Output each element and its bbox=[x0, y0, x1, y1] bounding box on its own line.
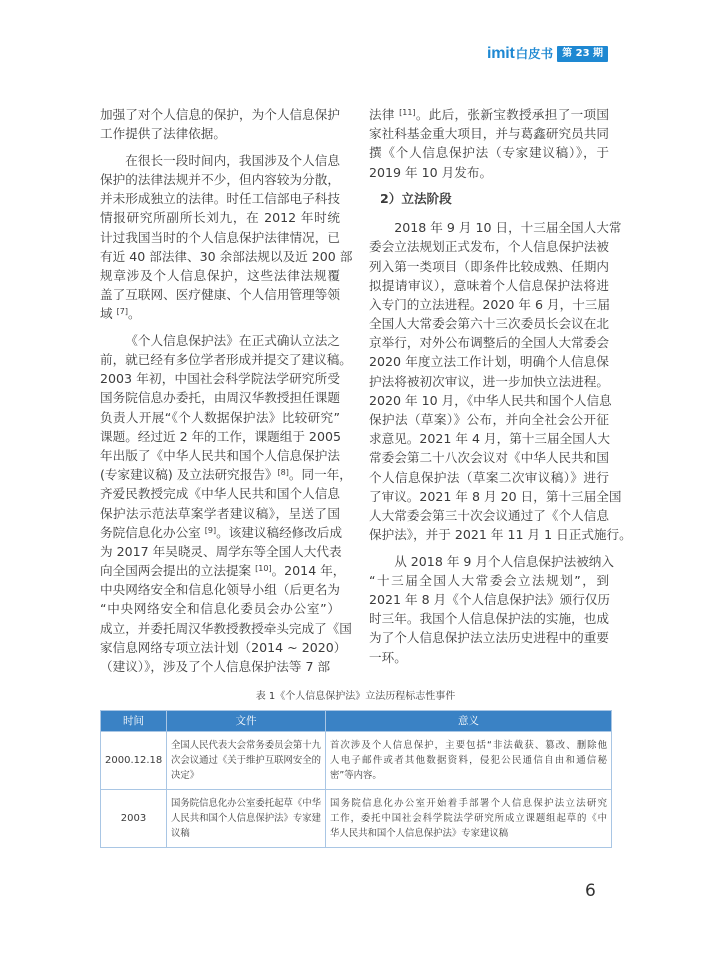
issue-badge: 第 23 期 bbox=[557, 46, 608, 62]
text-line: 负责人开展“《个人数据保护法》比较研究” bbox=[100, 409, 340, 425]
cell-significance bbox=[326, 732, 612, 790]
text-line: 2019 年 10 月发布。 bbox=[369, 164, 493, 180]
text-line: 保护的法律法规并不少，但内容较为分散， bbox=[100, 171, 340, 187]
text-line: (专家建议稿) 及立法研究报告》[8]。同一年， bbox=[100, 467, 352, 483]
text-line: 务院信息化办公室 [9]。该建议稿经修改后成 bbox=[100, 524, 343, 540]
page-number: 6 bbox=[585, 881, 596, 901]
continued-text bbox=[369, 105, 609, 182]
text-line: 计过我国当时的个人信息保护法律情况，已 bbox=[100, 229, 340, 245]
text-line: 2020 年度立法工作计划，明确个人信息保 bbox=[369, 354, 609, 370]
table-header-row bbox=[101, 711, 612, 732]
paragraph bbox=[100, 151, 353, 324]
text-line: 在很长一段时间内，我国涉及个人信息 bbox=[125, 152, 340, 168]
text-line: 人大常委会第三十次会议通过了《个人信息 bbox=[369, 507, 609, 523]
citation-ref: [8] bbox=[277, 468, 289, 478]
text-line: 家社科基金重大项目，并与葛鑫研究员共同 bbox=[369, 126, 609, 142]
text-line: 密”等内容。 bbox=[330, 770, 382, 781]
text-line: 常委会第二十八次会议对《中华人民共和国 bbox=[369, 450, 609, 466]
text-line: 年出版了《中华人民共和国个人信息保护法 bbox=[100, 447, 340, 463]
text-line: 课题。经过近 2 年的工作，课题组于 2005 bbox=[100, 428, 341, 444]
text-line: 保护法（草案）》公布，并向全社会公开征 bbox=[369, 412, 609, 427]
text-line: 为了个人信息保护法立法历史进程中的重要 bbox=[369, 630, 609, 646]
text-line: 从 2018 年 9 月个人信息保护法被纳入 bbox=[394, 553, 614, 569]
text-line: （建议）》，涉及了个人信息保护法等 7 部 bbox=[100, 659, 331, 675]
text-line: 2020 年 10 月，《中华人民共和国个人信息 bbox=[369, 392, 612, 408]
left-column bbox=[100, 105, 353, 684]
text-line: 为 2017 年吴晓灵、周学东等全国人大代表 bbox=[100, 543, 342, 559]
text-line: 一环。 bbox=[369, 649, 407, 665]
text-line: 法律 [11]。此后，张新宝教授承担了一项国 bbox=[369, 107, 609, 122]
text-line: 家信息网络专项立法计划（2014 ~ 2020） bbox=[100, 639, 347, 655]
text-line: 2003 年初，中国社会科学院法学研究所受 bbox=[100, 371, 340, 387]
text-line: 京举行，对外公布调整后的全国人大常委会 bbox=[369, 335, 609, 351]
text-line: 全国人民代表大会常务委员会第十九 bbox=[171, 740, 322, 751]
cell-time: 2000.12.18 bbox=[101, 732, 167, 790]
text-line: 护法将被初次审议，进一步加快立法进程。 bbox=[369, 373, 609, 389]
citation-ref: [7] bbox=[116, 307, 128, 317]
text-line: 保护法》，并于 2021 年 11 月 1 日正式施行。 bbox=[369, 527, 632, 543]
paragraph bbox=[369, 218, 632, 544]
text-line: 国务院信息化办公室开始着手部署个人信息保护法立法研究 bbox=[330, 798, 607, 809]
text-line: 个人信息保护法（草案二次审议稿）》进行 bbox=[369, 469, 609, 485]
text-line: 保护法示范法草案学者建议稿》，呈送了国 bbox=[100, 505, 340, 521]
text-line: 并未形成独立的法律。时任工信部电子科技 bbox=[100, 191, 340, 207]
text-line: 委会立法规划正式发布，个人信息保护法被 bbox=[369, 239, 609, 255]
header-time: 时间 bbox=[101, 711, 167, 732]
text-line: 域 [7]。 bbox=[100, 306, 141, 322]
section-body bbox=[369, 218, 632, 667]
text-line: 《个人信息保护法》在正式确认立法之 bbox=[125, 332, 340, 348]
text-line: 盖了互联网、医疗健康、个人信用管理等领 bbox=[100, 287, 340, 303]
paragraph bbox=[369, 105, 609, 182]
right-column bbox=[369, 105, 632, 674]
table-row bbox=[101, 790, 612, 848]
text-line: 齐爱民教授完成《中华人民共和国个人信息 bbox=[100, 486, 340, 502]
events-table bbox=[100, 710, 612, 848]
citation-ref: [11] bbox=[399, 108, 416, 117]
text-line: 撰《个人信息保护法（专家建议稿）》，于 bbox=[369, 145, 609, 161]
text-line: 工作，委托中国社会科学院法学研究所成立课题组起草的《中 bbox=[330, 813, 607, 824]
text-line: 入专门的立法进程。2020 年 6 月，十三届 bbox=[369, 296, 610, 312]
text-line: 次会议通过《关于维护互联网安全的 bbox=[171, 755, 322, 766]
text-line: 时三年。我国个人信息保护法的实施，也成 bbox=[369, 611, 609, 627]
text-line: 求意见。2021 年 4 月，第十三届全国人大 bbox=[369, 431, 610, 447]
cell-time: 2003 bbox=[101, 790, 167, 848]
section-heading: 2）立法阶段 bbox=[380, 191, 452, 207]
text-line: 成立，并委托周汉华教授教授牵头完成了《国 bbox=[100, 620, 352, 636]
text-line: 全国人大常委会第六十三次委员长会议在北 bbox=[369, 316, 609, 332]
header-significance: 意义 bbox=[326, 711, 612, 732]
text-line: 加强了对个人信息的保护，为个人信息保护 bbox=[100, 107, 340, 122]
text-line: 了审议。2021 年 8 月 20 日，第十三届全国 bbox=[369, 488, 622, 504]
cell-significance bbox=[326, 790, 612, 848]
brand-name: imit bbox=[487, 45, 515, 62]
paragraph bbox=[369, 552, 614, 667]
text-line: 人民共和国个人信息保护法》专家建 bbox=[171, 813, 322, 824]
text-line: 首次涉及个人信息保护，主要包括“非法截获、篡改、删除他 bbox=[330, 740, 607, 751]
citation-ref: [9] bbox=[204, 525, 217, 535]
text-line: 列入第一类项目（即条件比较成熟、任期内 bbox=[369, 258, 609, 274]
table-body bbox=[101, 732, 612, 848]
paragraph bbox=[100, 105, 340, 143]
text-line: 中央网络安全和信息化领导小组（后更名为 bbox=[100, 582, 340, 598]
text-line: 2021 年 8 月《个人信息保护法》颁行仅历 bbox=[369, 592, 610, 608]
brand-title: 白皮书 bbox=[515, 46, 554, 61]
text-line: “中央网络安全和信息化委员会办公室”） bbox=[100, 601, 340, 617]
brand-logo bbox=[487, 45, 608, 63]
text-line: 拟提请审议），意味着个人信息保护法将进 bbox=[369, 277, 609, 293]
text-line: 规章涉及个人信息保护，这些法律法规覆 bbox=[100, 267, 340, 283]
paragraph bbox=[100, 331, 352, 676]
cell-document bbox=[167, 790, 326, 848]
text-line: 前，就已经有多位学者形成并提交了建议稿。 bbox=[100, 352, 352, 368]
text-line: 向全国两会提出的立法提案 [10]。2014 年， bbox=[100, 563, 346, 579]
text-line: 有近 40 部法律、30 余部法规以及近 200 部 bbox=[100, 248, 353, 264]
cell-document bbox=[167, 732, 326, 790]
text-line: “十三届全国人大常委会立法规划”，到 bbox=[369, 572, 609, 588]
text-line: 国务院信息化办公室委托起草《中华 bbox=[171, 798, 322, 809]
text-line: 2018 年 9 月 10 日，十三届全国人大常 bbox=[394, 220, 622, 236]
text-line: 议稿 bbox=[171, 828, 190, 839]
text-line: 工作提供了法律依据。 bbox=[100, 126, 226, 142]
text-line: 国务院信息办委托，由周汉华教授担任课题 bbox=[100, 390, 340, 406]
text-line: 华人民共和国个人信息保护法》专家建议稿 bbox=[330, 828, 509, 839]
citation-ref: [10] bbox=[255, 564, 272, 574]
table-row bbox=[101, 732, 612, 790]
text-line: 人电子邮件或者其他数据资料，侵犯公民通信自由和通信秘 bbox=[330, 755, 607, 766]
header-document: 文件 bbox=[167, 711, 326, 732]
text-line: 决定》 bbox=[171, 770, 200, 781]
table-caption: 表 1《个人信息保护法》立法历程标志性事件 bbox=[255, 691, 456, 702]
text-line: 情报研究所副所长刘九，在 2012 年时统 bbox=[100, 210, 340, 226]
